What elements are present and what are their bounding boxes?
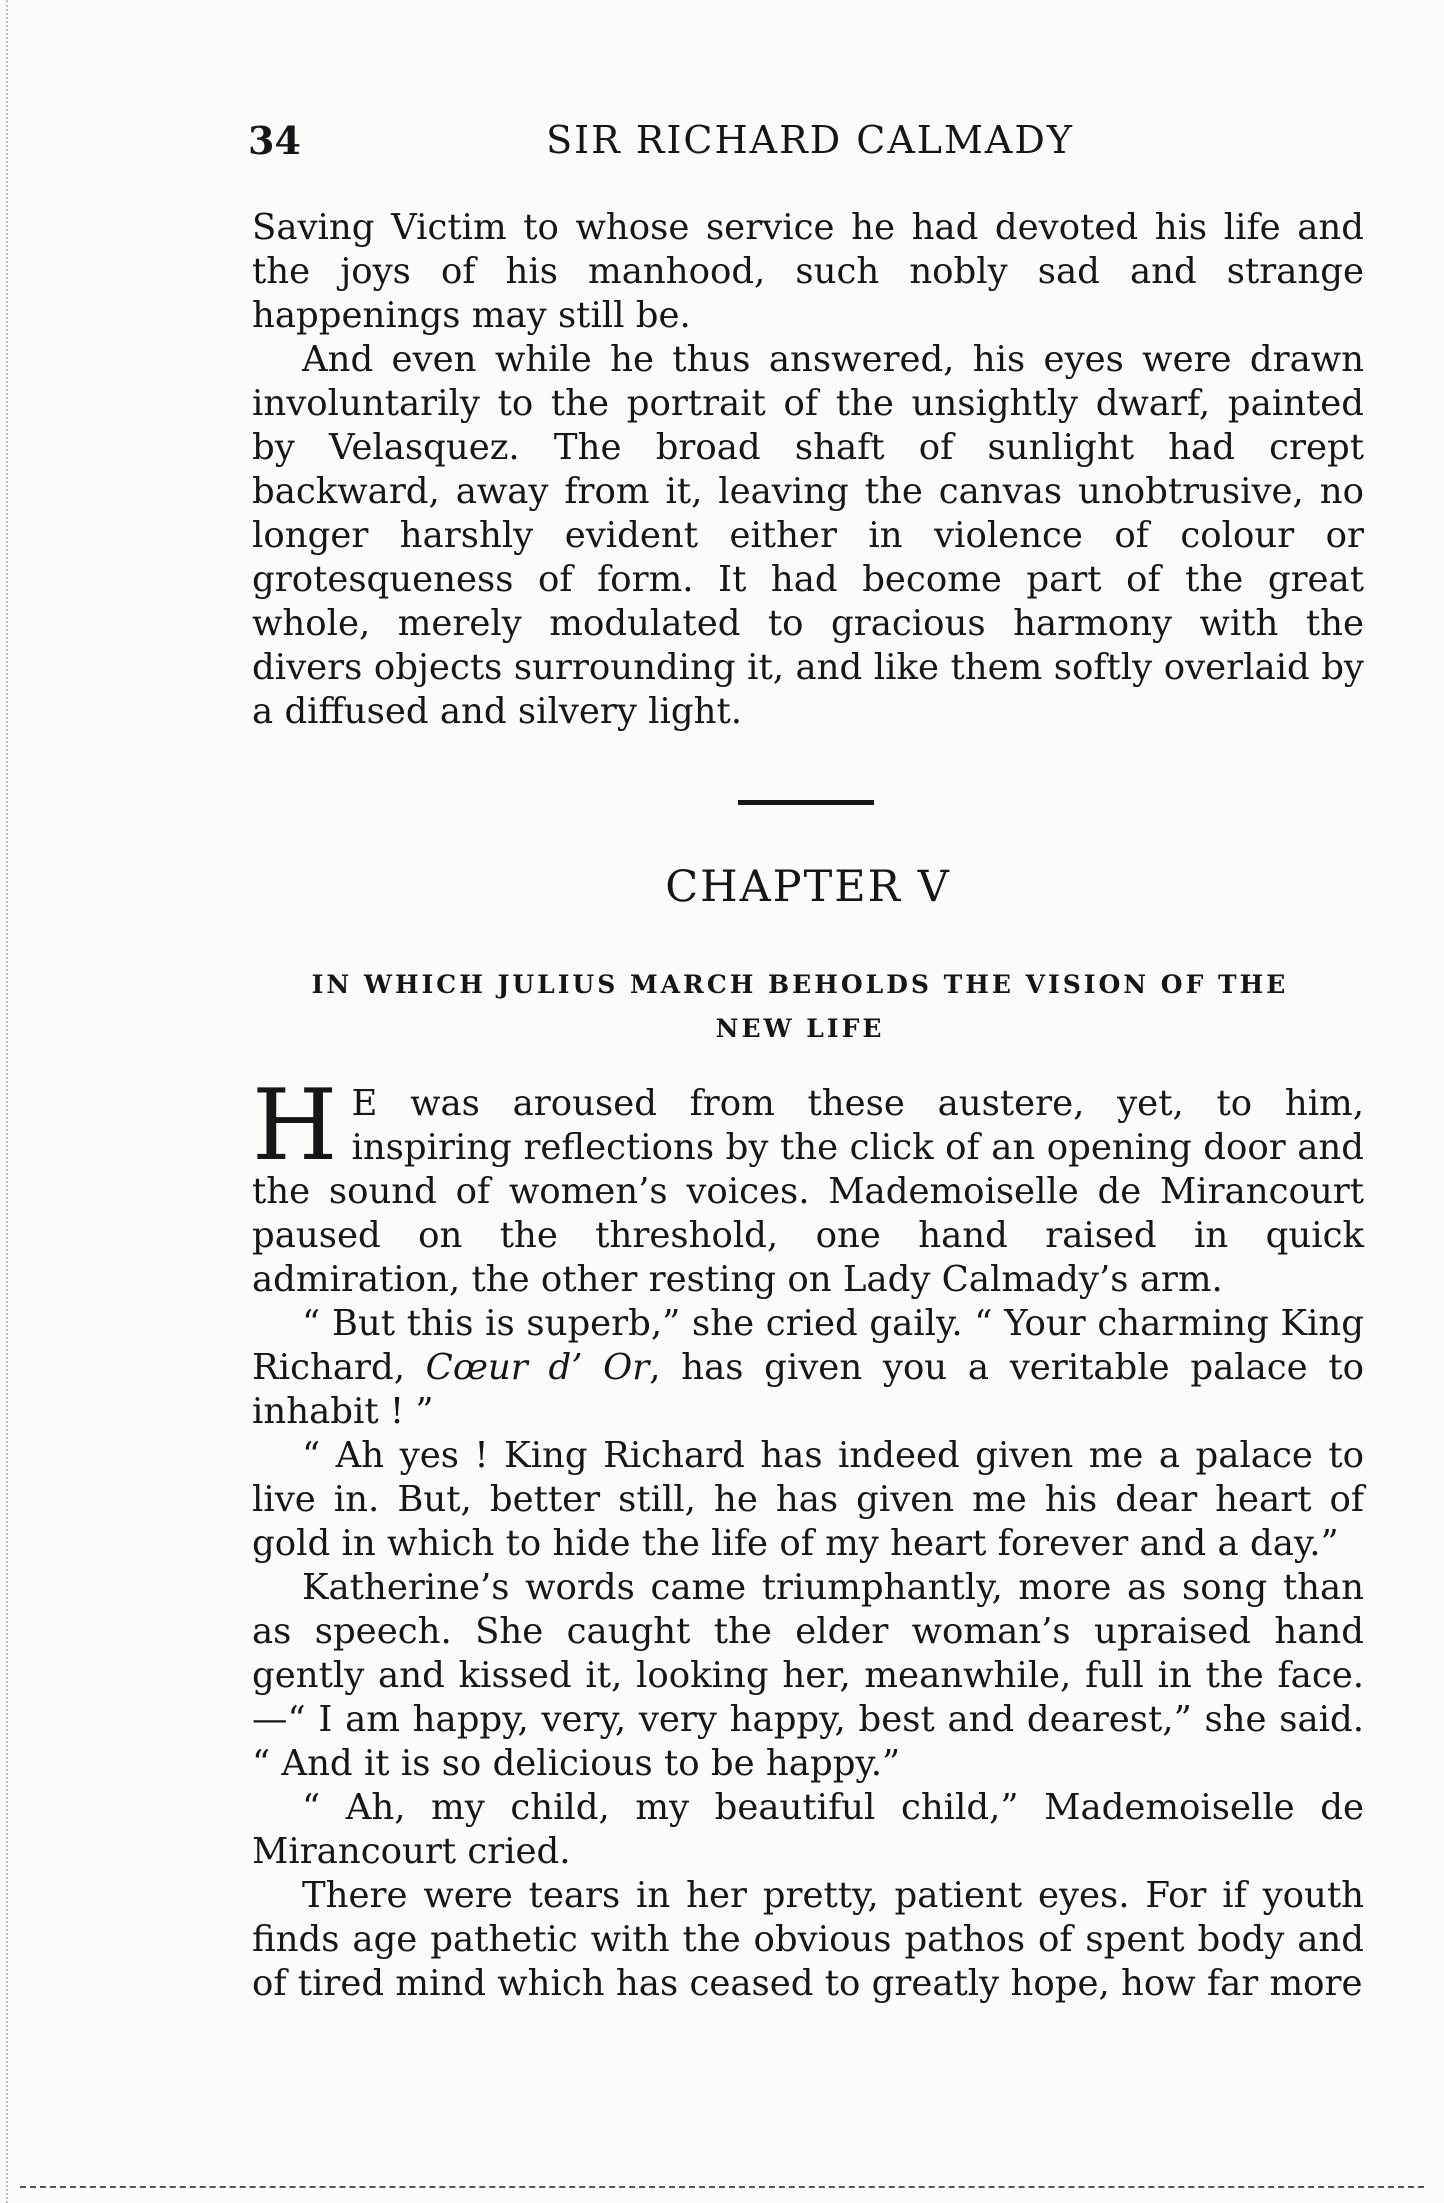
italic-phrase: Cœur d’ Or (425, 1347, 650, 1388)
bottom-edge-line (20, 2186, 1424, 2188)
paragraph-text: , has given you a veritable palace to inhabit ! ” (252, 1347, 1364, 1432)
paragraph: There were tears in her pretty, patient eyes. For if youth finds age pathetic with the obvious pathos of spent body and of tired mind which has ceased to greatly hope, how far more (252, 1875, 1364, 2004)
drop-cap: H (252, 1069, 338, 1183)
chapter-subtitle: IN WHICH JULIUS MARCH BEHOLDS THE VISION OF THE NEW LIFE (311, 970, 1289, 1043)
continued-text-block (252, 206, 1364, 734)
paragraph: Katherine’s words came triumphantly, more as song than as speech. She caught the elder woman’s upraised hand gently and kissed it, looking her, meanwhile, full in the face.—“ I am happy, very, very happy, best and dearest,” she said. “ And it is so delicious to be happy.” (252, 1567, 1364, 1784)
running-title: SIR RICHARD CALMADY (546, 118, 1074, 162)
page-number: 34 (248, 118, 301, 163)
chapter-title: CHAPTER V (665, 862, 951, 912)
section-divider (738, 800, 874, 805)
page-header (248, 118, 1372, 178)
paragraph-text: E was aroused from these austere, yet, to him, inspiring reflections by the click of an opening door and the sound of women’s voices. Mademoiselle de Mirancourt paused on the threshold, one hand raised in quick admiration, the other resting on Lady Calmady’s arm. (252, 1083, 1364, 1300)
page-edge-dots (6, 0, 8, 2203)
paragraph (252, 1069, 1364, 1302)
paragraph: “ Ah, my child, my beautiful child,” Mademoiselle de Mirancourt cried. (252, 1787, 1364, 1872)
chapter-text-block (252, 1069, 1364, 2006)
paragraph: Saving Victim to whose service he had devoted his life and the joys of his manhood, such nobly sad and strange happenings may still be. (252, 207, 1364, 336)
paragraph-text: “ But this is superb,” she cried gaily. “ Your charming King Richard, (252, 1303, 1364, 1388)
paragraph (252, 1302, 1364, 1434)
paragraph: And even while he thus answered, his eyes were drawn involuntarily to the portrait of the unsightly dwarf, painted by Velasquez. The broad shaft of sunlight had crept backward, away from it, leaving the canvas unobtrusive, no longer harshly evident either in violence of colour or grotesqueness of form. It had become part of the great whole, merely modulated to gracious harmony with the divers objects surrounding it, and like them softly overlaid by a diffused and silvery light. (252, 339, 1364, 732)
paragraph: “ Ah yes ! King Richard has indeed given me a palace to live in. But, better still, he has given me his dear heart of gold in which to hide the life of my heart forever and a day.” (252, 1435, 1364, 1564)
